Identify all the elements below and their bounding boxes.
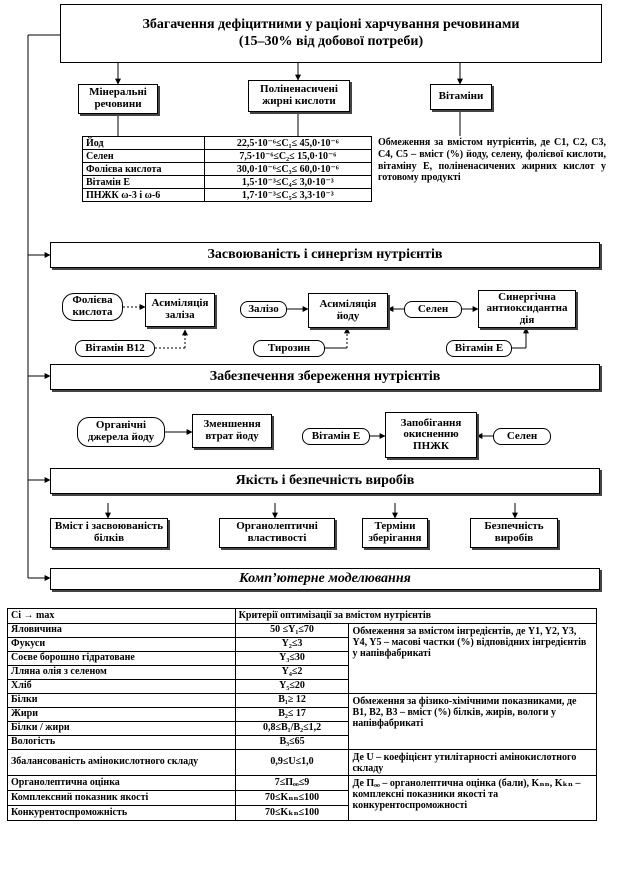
section5-title: Комп’ютерне моделювання bbox=[239, 570, 411, 586]
top-box-line1: Збагачення дефіцитними у раціоні харчування речовинами bbox=[142, 16, 520, 32]
vitamin-e-box-2: Вітамін Е bbox=[302, 428, 370, 445]
table-row: Жири B₂≤ 17 bbox=[8, 708, 597, 722]
table-row: Йод 22,5·10⁻⁶≤C₁≤ 45,0·10⁻⁶ bbox=[83, 137, 372, 150]
table-row: Хліб Y₅≤20 bbox=[8, 680, 597, 694]
section4-title: Якість і безпечність виробів bbox=[235, 472, 415, 488]
section2-title: Засвоюваність і синергізм нутрієнтів bbox=[207, 246, 443, 262]
category-pufa bbox=[248, 80, 350, 112]
category-vitamins bbox=[430, 84, 492, 110]
nutrient-note: Обмеження за вмістом нутрієнтів, де C1, C2, C3, C4, C5 – вміст (%) йоду, селену, фолієвої кислоти, вітаміну Е, поліненасичених жирних кислот у готовому продукті bbox=[378, 137, 606, 184]
organic-iodine-box: Органічні джерела йоду bbox=[77, 417, 165, 447]
table-row: Органолептична оцінка 7≤Пₒₒ≤9 Де Пₒₒ – органолептична оцінка (бали), Kₙₙ, Kₖₙ – комплексні показники якості та конкурентоспроможності bbox=[8, 776, 597, 791]
iodine-assimilation-box: Асиміляція йоду bbox=[308, 293, 388, 328]
top-box-line2: (15–30% від добової потреби) bbox=[238, 33, 424, 49]
category-pufa-label: Поліненасичені жирні кислоти bbox=[260, 83, 338, 107]
table-row: Вітамін Е 1,5·10⁻³≤C₄≤ 3,0·10⁻³ bbox=[83, 176, 372, 189]
table-row: Лляна олія з селеном Y₄≤2 bbox=[8, 666, 597, 680]
vitamin-e-box: Вітамін Е bbox=[446, 340, 512, 357]
table-row: Соєве борошно гідратоване Y₃≤30 bbox=[8, 652, 597, 666]
table-row: Збалансованість амінокислотного складу 0,9≤U≤1,0 Де U – коефіцієнт утилітарності амінокислотного складу bbox=[8, 750, 597, 776]
table-row: Комплексний показник якості 70≤Kₙₙ≤100 bbox=[8, 791, 597, 806]
prevent-oxidation-box: Запобігання окисненню ПНЖК bbox=[385, 412, 477, 458]
quality-item-safety: Безпечність виробів bbox=[470, 518, 558, 548]
table-row: Вологість B₃≤65 bbox=[8, 736, 597, 750]
table-row: Яловичина 50 ≤Y₁≤70 Обмеження за вмістом інгредієнтів, де Y1, Y2, Y3, Y4, Y5 – масові частки (%) відповідних інгредієнтів у напівфабрикаті bbox=[8, 624, 597, 638]
category-vitamins-label: Вітаміни bbox=[438, 90, 484, 103]
iron-box: Залізо bbox=[240, 301, 287, 318]
table-row: Фолієва кислота 30,0·10⁻⁶≤C₃≤ 60,0·10⁻⁶ bbox=[83, 163, 372, 176]
reduce-iodine-loss-box: Зменшення втрат йоду bbox=[192, 414, 272, 448]
selenium-box-2: Селен bbox=[493, 428, 551, 445]
table-row: Конкурентоспроможність 70≤Kₖₙ≤100 bbox=[8, 806, 597, 821]
quality-item-organoleptic: Органолептичні властивості bbox=[219, 518, 335, 548]
section3-title: Забезпечення збереження нутрієнтів bbox=[209, 368, 441, 384]
table-row: Селен 7,5·10⁻⁶≤C₂≤ 15,0·10⁻⁶ bbox=[83, 150, 372, 163]
antioxidant-box: Синергічна антиоксидантна дія bbox=[478, 290, 576, 328]
iron-assimilation-box: Асиміляція заліза bbox=[145, 293, 215, 327]
table-row: ПНЖК ω-3 і ω-6 1,7·10⁻³≤C₅≤ 3,3·10⁻³ bbox=[83, 189, 372, 202]
quality-item-shelf-life: Терміни зберігання bbox=[362, 518, 428, 548]
nutrient-table bbox=[82, 136, 372, 202]
top-box bbox=[60, 4, 602, 63]
section3-title-box bbox=[50, 364, 600, 390]
tyrosine-box: Тирозин bbox=[253, 340, 325, 357]
section4-title-box bbox=[50, 468, 600, 494]
selenium-box: Селен bbox=[404, 301, 462, 318]
section5-title-box bbox=[50, 568, 600, 590]
table-row: Фукуси Y₂≤3 bbox=[8, 638, 597, 652]
table-row: Білки / жири 0,8≤B₁/B₂≤1,2 bbox=[8, 722, 597, 736]
optimization-table bbox=[7, 608, 597, 821]
category-minerals bbox=[78, 84, 158, 114]
category-minerals-label: Мінеральні речовини bbox=[89, 86, 147, 110]
folic-acid-box: Фолієва кислота bbox=[62, 293, 123, 321]
table-row: Ci → max Критерії оптимізації за вмістом нутрієнтів bbox=[8, 609, 597, 624]
quality-item-proteins: Вміст і засвоюваність білків bbox=[50, 518, 168, 548]
table-row: Білки B₁≥ 12 Обмеження за фізико-хімічними показниками, де B1, B2, B3 – вміст (%) білків, жирів, вологи у напівфабрикаті bbox=[8, 694, 597, 708]
vitamin-b12-box: Вітамін B12 bbox=[75, 340, 155, 357]
section2-title-box bbox=[50, 242, 600, 268]
